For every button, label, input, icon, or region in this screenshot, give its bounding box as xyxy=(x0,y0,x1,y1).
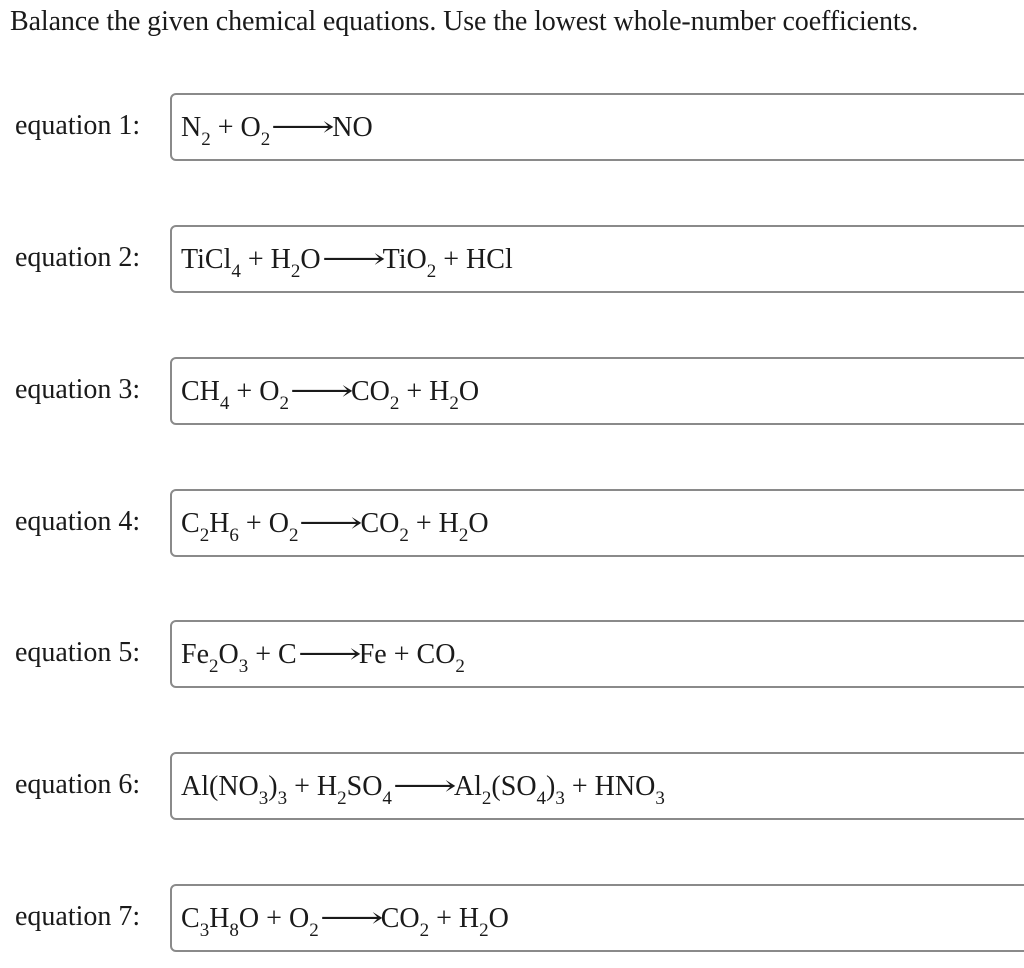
chemical-formula xyxy=(181,376,230,414)
formula-text: O xyxy=(240,112,261,143)
formula-subscript: 2 xyxy=(199,525,210,546)
formula-text: (SO xyxy=(491,771,537,802)
plus-sign: + xyxy=(571,771,588,802)
equation-input-box[interactable] xyxy=(170,357,1024,425)
formula-text: CH xyxy=(181,376,220,407)
chemical-formula xyxy=(594,771,665,809)
plus-sign: + xyxy=(217,112,234,143)
equation-input-box[interactable] xyxy=(170,620,1024,688)
equation-input-box[interactable] xyxy=(170,93,1024,161)
formula-text: ) xyxy=(546,771,556,802)
formula-subscript: 3 xyxy=(555,788,565,809)
formula-text: C xyxy=(181,508,200,539)
equation-row-7 xyxy=(0,884,1024,956)
equation-label: equation 7: xyxy=(15,901,141,932)
formula-text: O xyxy=(488,903,509,934)
formula-subscript: 2 xyxy=(260,129,271,150)
equation-label: equation 1: xyxy=(15,110,141,141)
formula-text: H xyxy=(209,508,230,539)
formula-text: H xyxy=(438,508,459,539)
chemical-formula xyxy=(429,376,480,414)
formula-text: TiO xyxy=(382,244,427,275)
equation-row-6 xyxy=(0,752,1024,824)
equation-input-box[interactable] xyxy=(170,489,1024,557)
formula-subscript: 2 xyxy=(399,525,409,546)
chemical-formula xyxy=(268,508,299,546)
formula-subscript: 2 xyxy=(337,788,347,809)
formula-text: H xyxy=(270,244,291,275)
formula-text: CO xyxy=(360,508,400,539)
chemical-formula xyxy=(270,244,321,282)
formula-text: O xyxy=(468,508,489,539)
plus-sign: + xyxy=(436,903,452,934)
formula-subscript: 2 xyxy=(209,656,219,677)
formula-text: ) xyxy=(268,771,278,802)
formula-subscript: 3 xyxy=(258,788,269,809)
equation-input-box[interactable] xyxy=(170,752,1024,820)
formula-text: O xyxy=(259,376,280,407)
formula-text: O xyxy=(218,639,239,670)
equation-label: equation 2: xyxy=(15,242,141,273)
equation-row-5 xyxy=(0,620,1024,692)
equation-row-3 xyxy=(0,357,1024,429)
formula-text: H xyxy=(458,903,480,934)
equation-label: equation 5: xyxy=(15,637,141,668)
equation-expression xyxy=(181,635,465,675)
formula-subscript: 2 xyxy=(290,261,301,282)
plus-sign: + xyxy=(406,376,423,407)
formula-subscript: 4 xyxy=(536,788,547,809)
chemical-formula xyxy=(438,508,489,546)
formula-subscript: 2 xyxy=(201,129,211,150)
plus-sign: + xyxy=(294,771,310,802)
chemical-formula xyxy=(316,771,392,809)
chemical-formula xyxy=(380,903,430,941)
chemical-formula xyxy=(332,112,372,143)
plus-sign: + xyxy=(443,244,460,275)
plus-sign: + xyxy=(393,639,410,670)
formula-subscript: 2 xyxy=(481,788,492,809)
chemical-formula xyxy=(259,376,289,414)
formula-subscript: 4 xyxy=(231,261,241,282)
formula-text: H xyxy=(209,903,230,934)
chemical-formula xyxy=(453,771,565,809)
formula-text: CO xyxy=(350,376,390,407)
chemical-formula xyxy=(382,244,437,282)
formula-subscript: 2 xyxy=(426,261,437,282)
formula-subscript: 2 xyxy=(479,920,489,941)
formula-text: Fe xyxy=(358,639,387,670)
chemical-formula xyxy=(181,903,260,941)
formula-text: HCl xyxy=(466,244,513,275)
formula-subscript: 2 xyxy=(309,920,319,941)
equation-expression xyxy=(181,240,513,280)
formula-subscript: 2 xyxy=(279,393,289,414)
chemical-formula xyxy=(466,244,513,275)
chemical-formula xyxy=(181,508,239,546)
formula-text: Al(NO xyxy=(181,771,259,802)
chemical-formula xyxy=(350,376,400,414)
formula-text: O xyxy=(288,903,310,934)
formula-text: NO xyxy=(332,112,373,143)
formula-text: H xyxy=(316,771,338,802)
reaction-arrow: ⟶ xyxy=(297,639,362,670)
equation-expression xyxy=(181,899,509,939)
reaction-arrow: ⟶ xyxy=(289,376,354,407)
chemical-formula xyxy=(181,639,249,677)
reaction-arrow: ⟶ xyxy=(299,508,364,539)
formula-text: CO xyxy=(380,903,420,934)
equation-expression xyxy=(181,504,489,544)
plus-sign: + xyxy=(236,376,253,407)
chemical-formula xyxy=(240,112,271,150)
formula-subscript: 2 xyxy=(449,393,459,414)
formula-subscript: 2 xyxy=(419,920,430,941)
equation-row-2 xyxy=(0,225,1024,297)
formula-subscript: 2 xyxy=(458,525,469,546)
chemical-formula xyxy=(360,508,409,546)
chemical-formula xyxy=(416,639,465,677)
formula-subscript: 2 xyxy=(389,393,400,414)
formula-subscript: 3 xyxy=(655,788,665,809)
formula-text: HNO xyxy=(594,771,656,802)
formula-text: CO xyxy=(416,639,456,670)
instructions-text: Balance the given chemical equations. Use the lowest whole-number coefficients. xyxy=(10,6,919,37)
formula-text: TiCl xyxy=(181,244,232,275)
plus-sign: + xyxy=(245,508,262,539)
formula-subscript: 4 xyxy=(382,788,392,809)
equation-label: equation 4: xyxy=(15,506,141,537)
equation-label: equation 6: xyxy=(15,769,141,800)
equation-expression xyxy=(181,767,665,807)
reaction-arrow: ⟶ xyxy=(270,112,336,143)
chemical-formula xyxy=(288,903,319,941)
equation-expression xyxy=(181,372,479,412)
formula-text: C xyxy=(181,903,200,934)
formula-text: O xyxy=(300,244,321,275)
equation-input-box[interactable] xyxy=(170,884,1024,952)
formula-text: O xyxy=(458,376,480,407)
formula-text: C xyxy=(278,639,297,670)
plus-sign: + xyxy=(255,639,272,670)
chemical-formula xyxy=(181,771,288,809)
chemical-formula xyxy=(181,244,241,282)
formula-text: Fe xyxy=(181,639,209,670)
equation-expression xyxy=(181,108,373,148)
formula-subscript: 8 xyxy=(229,920,239,941)
equation-row-1 xyxy=(0,93,1024,165)
reaction-arrow: ⟶ xyxy=(319,903,384,934)
equation-row-4 xyxy=(0,489,1024,561)
formula-text: O xyxy=(238,903,260,934)
formula-text: SO xyxy=(346,771,383,802)
formula-subscript: 4 xyxy=(219,393,230,414)
formula-subscript: 2 xyxy=(288,525,299,546)
formula-subscript: 3 xyxy=(238,656,249,677)
plus-sign: + xyxy=(266,903,282,934)
equation-input-box[interactable] xyxy=(170,225,1024,293)
chemical-formula xyxy=(278,639,297,670)
formula-text: O xyxy=(268,508,289,539)
formula-subscript: 2 xyxy=(455,656,465,677)
equation-label: equation 3: xyxy=(15,374,141,405)
plus-sign: + xyxy=(415,508,432,539)
formula-text: N xyxy=(181,112,202,143)
formula-subscript: 3 xyxy=(277,788,288,809)
reaction-arrow: ⟶ xyxy=(321,244,386,275)
chemical-formula xyxy=(458,903,509,941)
chemical-formula xyxy=(181,112,211,150)
formula-subscript: 3 xyxy=(199,920,210,941)
formula-text: Al xyxy=(453,771,482,802)
chemical-formula xyxy=(359,639,387,670)
plus-sign: + xyxy=(247,244,264,275)
formula-subscript: 6 xyxy=(229,525,239,546)
formula-text: H xyxy=(429,376,450,407)
reaction-arrow: ⟶ xyxy=(392,771,457,802)
